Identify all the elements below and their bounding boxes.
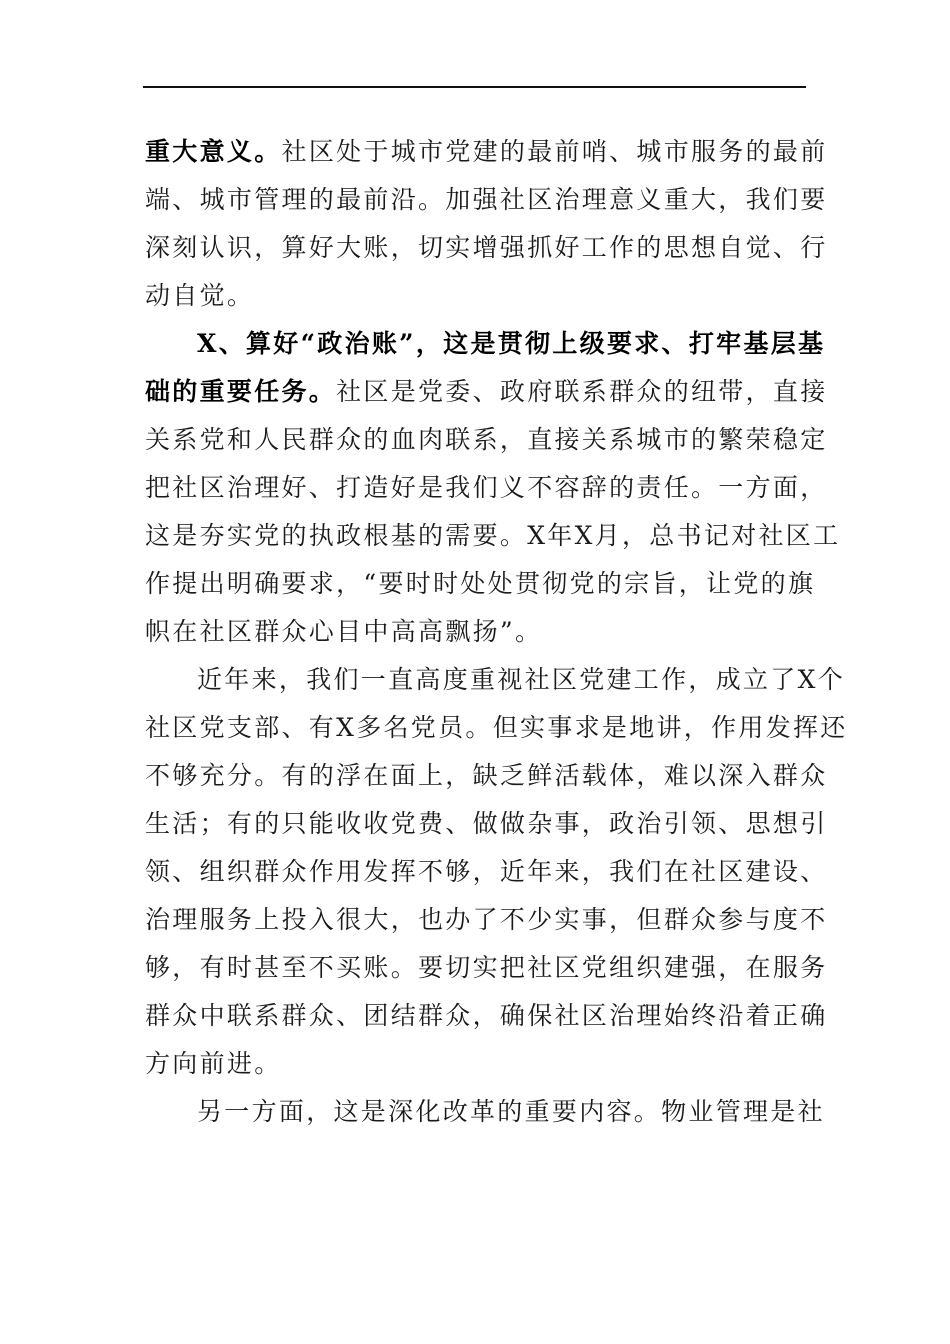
body-text: 关系党和人民群众的血肉联系，直接关系城市的繁荣稳定 [145, 425, 828, 454]
body-text: 另一方面，这是深化改革的重要内容。物业管理是社 [197, 1097, 825, 1126]
text-line [145, 416, 828, 464]
body-text: 把社区治理好、打造好是我们义不容辞的责任。一方面， [145, 473, 828, 502]
text-line [145, 656, 845, 704]
body-text: 领、组织群众作用发挥不够，近年来，我们在社区建设、 [145, 857, 828, 886]
body-text: 深刻认识，算好大账，切实增强抓好工作的思想自觉、行 [145, 233, 828, 262]
bold-heading-text: 重大意义。 [145, 137, 282, 166]
text-line [145, 128, 828, 176]
body-text: 方向前进。 [145, 1049, 282, 1078]
body-text: 社区是党委、政府联系群众的纽带，直接 [336, 377, 828, 406]
body-text: 不够充分。有的浮在面上，缺乏鲜活载体，难以深入群众 [145, 761, 828, 790]
text-line [145, 1088, 825, 1136]
bold-heading-text: 础的重要任务。 [145, 377, 337, 406]
text-line [145, 752, 828, 800]
text-line [145, 464, 828, 512]
body-text: 社区党支部、有X多名党员。但实事求是地讲，作用发挥还 [145, 713, 848, 742]
text-line [145, 272, 810, 320]
body-text: 治理服务上投入很大，也办了不少实事，但群众参与度不 [145, 905, 828, 934]
header-rule [143, 86, 806, 88]
body-text: 社区处于城市党建的最前哨、城市服务的最前 [281, 137, 828, 166]
text-line [145, 800, 828, 848]
text-line [145, 944, 828, 992]
body-text: 群众中联系群众、团结群众，确保社区治理始终沿着正确 [145, 1001, 828, 1030]
text-line [145, 560, 816, 608]
text-line [145, 176, 828, 224]
text-line [145, 320, 826, 368]
body-text: 生活；有的只能收收党费、做做杂事，政治引领、思想引 [145, 809, 828, 838]
body-text: 作提出明确要求，“要时时处处贯彻党的宗旨，让党的旗 [145, 569, 816, 598]
text-line [145, 896, 828, 944]
body-text: 够，有时甚至不买账。要切实把社区党组织建强，在服务 [145, 953, 828, 982]
text-line [145, 704, 848, 752]
text-line [145, 368, 828, 416]
text-line [145, 512, 841, 560]
body-text: 这是夯实党的执政根基的需要。X年X月，总书记对社区工 [145, 521, 841, 550]
text-line [145, 608, 810, 656]
body-text: 端、城市管理的最前沿。加强社区治理意义重大，我们要 [145, 185, 828, 214]
body-text: 动自觉。 [145, 281, 255, 310]
text-line [145, 224, 828, 272]
body-text: 帜在社区群众心目中高高飘扬”。 [145, 617, 543, 646]
text-line [145, 992, 828, 1040]
bold-heading-text: X、算好“政治账”，这是贯彻上级要求、打牢基层基 [197, 329, 826, 358]
document-body [145, 128, 848, 1136]
text-line [145, 848, 828, 896]
text-line [145, 1040, 810, 1088]
body-text: 近年来，我们一直高度重视社区党建工作，成立了X个 [197, 665, 845, 694]
